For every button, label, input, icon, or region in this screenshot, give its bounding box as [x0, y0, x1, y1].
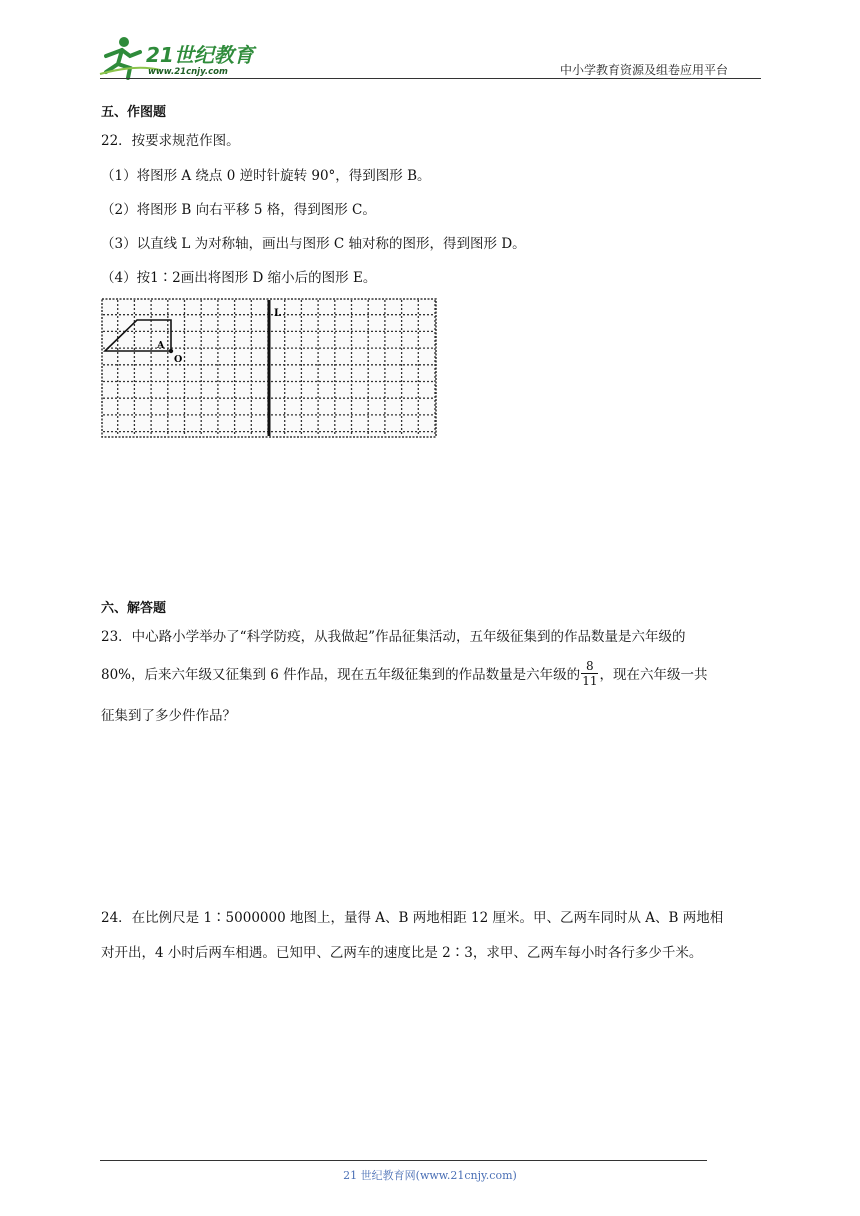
question-22-item-3: （3）以直线 L 为对称轴，画出与图形 C 轴对称的图形，得到图形 D。	[101, 236, 526, 252]
question-22-item-1: （1）将图形 A 绕点 0 逆时针旋转 90°，得到图形 B。	[101, 168, 431, 184]
label-A: A	[157, 340, 165, 351]
question-24-line-1: 24．在比例尺是 1∶5000000 地图上，量得 A、B 两地相距 12 厘米。甲、乙两车同时从 A、B 两地相	[101, 910, 724, 926]
question-23-line-2-text: 80%，后来六年级又征集到 6 件作品，现在五年级征集到的作品数量是六年级的	[101, 667, 581, 683]
fraction-numerator: 8	[581, 659, 598, 674]
question-22-item-2: （2）将图形 B 向右平移 5 格，得到图形 C。	[101, 202, 376, 218]
site-logo	[96, 34, 266, 80]
section-heading-solve: 六、解答题	[101, 601, 167, 616]
svg-text:www.21cnjy.com: www.21cnjy.com	[148, 67, 228, 77]
question-24-line-2: 对开出，4 小时后两车相遇。已知甲、乙两车的速度比是 2∶3，求甲、乙两车每小时各行多少千米。	[101, 945, 703, 961]
fraction-8-11	[581, 659, 598, 688]
question-23-line-3: 征集到了多少件作品？	[101, 708, 236, 724]
point-O	[169, 349, 173, 353]
question-22-grid-figure	[101, 298, 437, 438]
label-L: L	[274, 308, 282, 319]
runner-logo-icon	[96, 34, 266, 80]
question-23-line-2	[101, 656, 707, 690]
question-22-item-4: （4）按1∶2画出将图形 D 缩小后的图形 E。	[101, 270, 377, 286]
svg-text:21世纪教育: 21世纪教育	[146, 43, 254, 67]
platform-title: 中小学教育资源及组卷应用平台	[560, 63, 729, 77]
footer-link[interactable]: 21 世纪教育网(www.21cnjy.com)	[343, 1169, 517, 1182]
question-22-stem: 22．按要求规范作图。	[101, 133, 240, 149]
fraction-denominator: 11	[582, 673, 598, 688]
question-23-line-2-tail: ，现在六年级一共	[599, 667, 708, 683]
header-divider	[100, 78, 761, 79]
section-heading-drawing: 五、作图题	[101, 105, 167, 120]
question-23-line-1: 23．中心路小学举办了“科学防疫，从我做起”作品征集活动，五年级征集到的作品数量是六年级的	[101, 629, 686, 645]
label-O: O	[174, 354, 183, 365]
footer-divider	[100, 1160, 707, 1161]
